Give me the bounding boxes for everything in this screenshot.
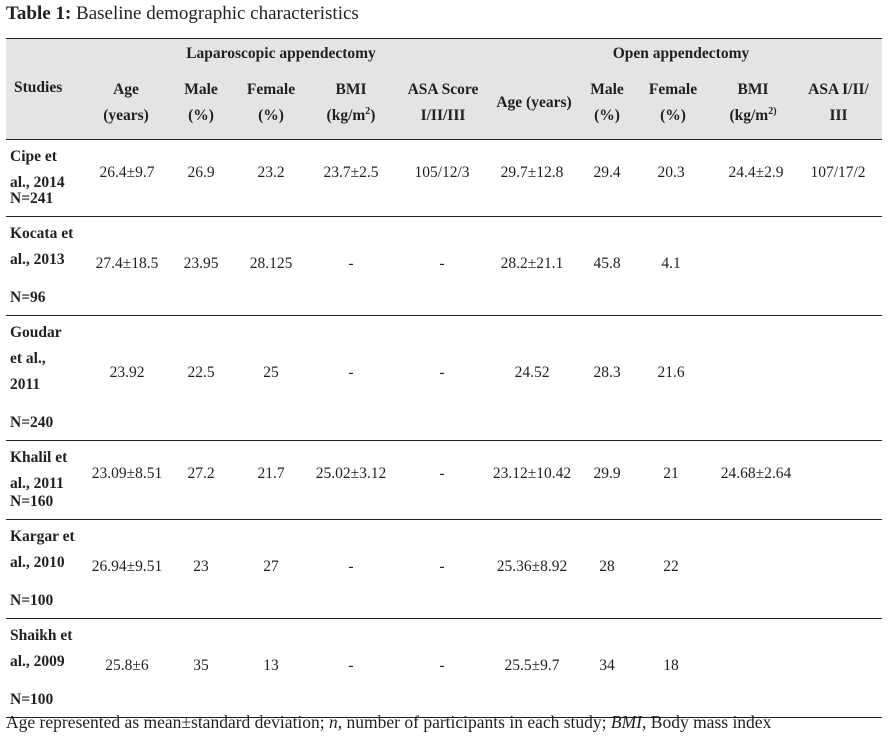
cell-lap-age: 23.92 [109, 364, 145, 381]
cell-open-male: 28 [599, 558, 615, 575]
cell-lap-male: 23.95 [183, 255, 219, 272]
cell-open-female: 4.1 [661, 255, 681, 272]
table-label: Table 1: [6, 3, 72, 24]
study-line: N=241 [10, 190, 54, 207]
header-studies: Studies [14, 79, 63, 96]
header-lap-age: Age (years) [103, 81, 149, 124]
cell-open-male: 29.4 [593, 164, 621, 181]
cell-open-female: 20.3 [657, 164, 685, 181]
table-row [6, 316, 882, 441]
demographics-table [6, 38, 882, 718]
study-line: N=160 [10, 493, 54, 510]
header-open-female: Female (%) [648, 81, 698, 124]
study-name [10, 320, 90, 431]
header-group-laparoscopic: Laparoscopic appendectomy [186, 45, 376, 62]
cell-lap-female: 13 [263, 657, 279, 674]
table-title [6, 3, 359, 25]
cell-open-age: 24.52 [514, 364, 550, 381]
cell-lap-female: 21.7 [257, 465, 285, 482]
header-open-bmi: BMI ($kg/m^{2)}$ [729, 81, 777, 124]
cell-lap-male: 26.9 [187, 164, 215, 181]
table-header [6, 39, 882, 140]
table-row [6, 441, 882, 520]
cell-lap-asa: - [439, 558, 445, 575]
study-line: Kargar et [10, 528, 75, 545]
cell-lap-male: 22.5 [187, 364, 215, 381]
cell-open-bmi: 24.68±2.64 [720, 465, 792, 482]
study-name [10, 524, 90, 609]
study-line: Goudar [10, 324, 62, 341]
cell-lap-age: 25.8±6 [105, 657, 149, 674]
cell-lap-asa: - [439, 657, 445, 674]
cell-open-age: 25.5±9.7 [504, 657, 560, 674]
study-line: Kocata et [10, 225, 74, 242]
cell-open-age: 28.2±21.1 [500, 255, 564, 272]
header-open-age: Age (years) [496, 94, 572, 111]
cell-lap-bmi: 25.02±3.12 [315, 465, 387, 482]
cell-lap-age: 26.4±9.7 [99, 164, 155, 181]
study-line: al., 2013 [10, 251, 65, 268]
cell-lap-age: 27.4±18.5 [95, 255, 159, 272]
header-lap-asa: ASA Score I/II/III [407, 81, 479, 124]
study-line: Cipe et [10, 148, 57, 165]
study-line: Shaikh et [10, 627, 73, 644]
study-name [10, 221, 90, 306]
study-line: N=240 [10, 414, 54, 431]
study-name [10, 445, 90, 510]
study-line: al., 2014 [10, 174, 65, 191]
cell-lap-bmi: - [348, 558, 354, 575]
study-line: al., 2010 [10, 554, 65, 571]
cell-lap-asa: - [439, 364, 445, 381]
cell-lap-female: 27 [263, 558, 279, 575]
cell-lap-male: 35 [193, 657, 209, 674]
study-line: al., 2009 [10, 653, 65, 670]
cell-open-male: 34 [599, 657, 615, 674]
cell-open-male: 28.3 [593, 364, 621, 381]
cell-open-male: 45.8 [593, 255, 621, 272]
cell-lap-male: 23 [193, 558, 209, 575]
cell-lap-age: 26.94±9.51 [91, 558, 163, 575]
cell-open-male: 29.9 [593, 465, 621, 482]
cell-open-bmi: 24.4±2.9 [728, 164, 784, 181]
cell-open-age: 25.36±8.92 [496, 558, 568, 575]
cell-lap-asa: 105/12/3 [414, 164, 470, 181]
study-line: al., 2011 [10, 475, 64, 492]
cell-open-asa: 107/17/2 [810, 164, 866, 181]
cell-lap-asa: - [439, 465, 445, 482]
cell-open-female: 21 [663, 465, 679, 482]
header-lap-female: Female (%) [246, 81, 296, 124]
cell-open-age: 29.7±12.8 [500, 164, 564, 181]
table-footnote: Age represented as mean±standard deviation; n, number of participants in each study; BMI, Body mass index [6, 712, 772, 732]
study-line: N=96 [10, 289, 46, 306]
cell-lap-bmi: 23.7±2.5 [323, 164, 379, 181]
cell-lap-bmi: - [348, 255, 354, 272]
cell-lap-bmi: - [348, 364, 354, 381]
table-body [6, 140, 882, 718]
header-lap-bmi: BMI $(kg/m^2)$ [326, 81, 376, 124]
cell-open-age: 23.12±10.42 [492, 465, 572, 482]
cell-open-female: 18 [663, 657, 679, 674]
cell-lap-female: 25 [263, 364, 279, 381]
cell-open-female: 21.6 [657, 364, 685, 381]
cell-lap-female: 28.125 [249, 255, 293, 272]
table-caption: Baseline demographic characteristics [76, 3, 359, 24]
cell-lap-asa: - [439, 255, 445, 272]
study-name [10, 623, 90, 708]
table-row [6, 520, 882, 619]
cell-lap-female: 23.2 [257, 164, 285, 181]
header-open-male: Male (%) [590, 81, 624, 124]
header-group-open: Open appendectomy [612, 45, 750, 62]
study-line: N=100 [10, 691, 54, 708]
study-name [10, 144, 90, 207]
cell-lap-bmi: - [348, 657, 354, 674]
study-line: 2011 [10, 376, 41, 393]
study-line: N=100 [10, 592, 54, 609]
cell-lap-male: 27.2 [187, 465, 215, 482]
header-lap-male: Male (%) [184, 81, 218, 124]
cell-lap-age: 23.09±8.51 [91, 465, 163, 482]
table-row [6, 619, 882, 718]
study-line: Khalil et [10, 449, 68, 466]
header-open-asa: ASA I/II/ III [808, 81, 869, 124]
table-row [6, 217, 882, 316]
cell-open-female: 22 [663, 558, 679, 575]
table-row [6, 140, 882, 217]
study-line: et al., [10, 350, 46, 367]
